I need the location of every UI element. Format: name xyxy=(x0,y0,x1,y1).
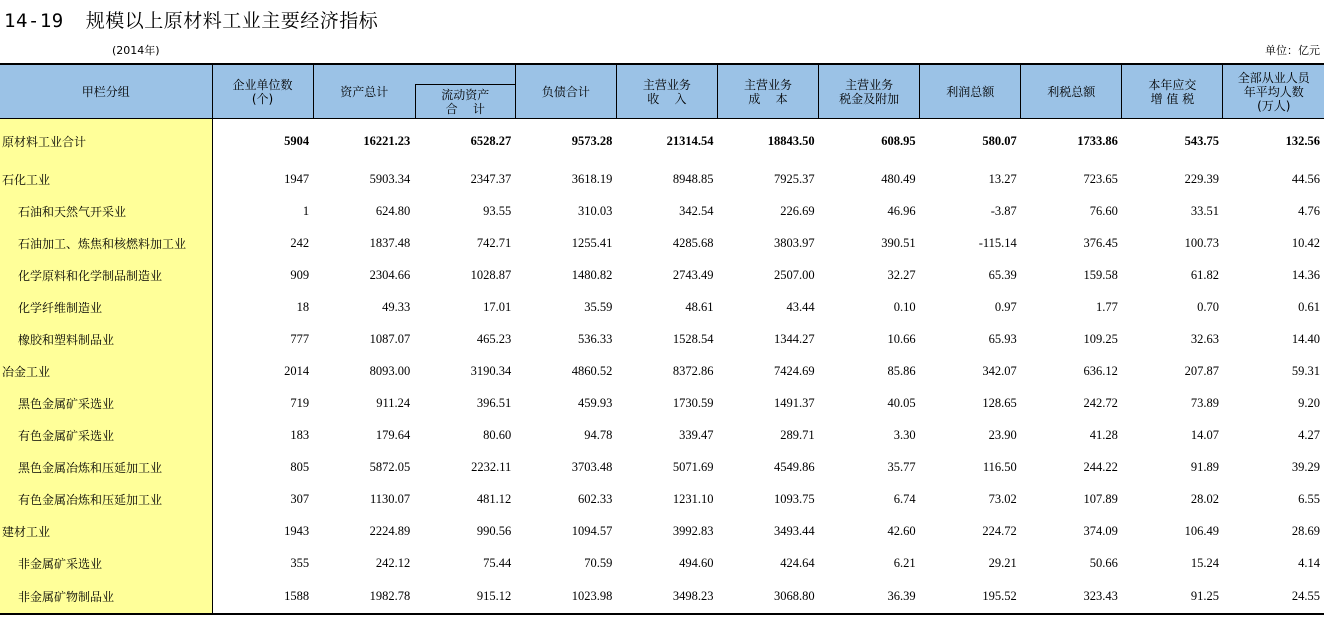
table-cell: 40.05 xyxy=(887,395,916,410)
table-cell: 4.14 xyxy=(1298,555,1321,570)
table-cell: 323.43 xyxy=(1021,579,1122,614)
table-cell: 376.45 xyxy=(1083,235,1118,250)
row-label: 化学原料和化学制品制造业 xyxy=(0,259,212,291)
table-cell: 32.63 xyxy=(1190,331,1219,346)
table-cell: 3618.19 xyxy=(571,171,613,186)
table-cell: 7925.37 xyxy=(773,171,815,186)
table-cell: 28.69 xyxy=(1291,523,1321,538)
table-cell: 73.89 xyxy=(1190,395,1219,410)
table-row xyxy=(0,323,1324,355)
table-cell: 49.33 xyxy=(382,299,411,314)
table-cell: 480.49 xyxy=(881,171,916,186)
table-cell: 1588 xyxy=(212,579,313,614)
table-cell: 390.51 xyxy=(881,235,916,250)
table-cell: 10.42 xyxy=(1291,235,1321,250)
table-cell: 342.07 xyxy=(982,363,1017,378)
table-row xyxy=(0,163,1324,195)
table-cell: 339.47 xyxy=(679,427,714,442)
table-cell: 1093.75 xyxy=(773,491,815,506)
table-cell: 195.52 xyxy=(920,579,1021,614)
table-cell: 1130.07 xyxy=(370,491,411,506)
table-cell: 242 xyxy=(290,235,310,250)
table-cell: 8948.85 xyxy=(672,171,714,186)
table-cell: 132.56 xyxy=(1285,133,1321,148)
table-cell: 35.59 xyxy=(584,299,613,314)
table-cell: 28.02 xyxy=(1190,491,1219,506)
table-cell: 65.39 xyxy=(988,267,1017,282)
table-cell: 85.86 xyxy=(887,363,916,378)
table-row xyxy=(0,387,1324,419)
table-cell: 128.65 xyxy=(982,395,1017,410)
header-assets-group xyxy=(313,64,515,119)
table-cell: 608.95 xyxy=(881,133,916,148)
table-cell: 46.96 xyxy=(887,203,916,218)
table-row xyxy=(0,355,1324,387)
table-cell: 23.90 xyxy=(988,427,1017,442)
table-cell: 207.87 xyxy=(1184,363,1219,378)
header-profit: 利润总额 xyxy=(920,64,1021,119)
table-cell: 24.55 xyxy=(1223,579,1324,614)
row-label: 石油和天然气开采业 xyxy=(0,195,212,227)
table-cell: 179.64 xyxy=(375,427,411,442)
table-cell: 396.51 xyxy=(476,395,512,410)
header-liabilities: 负债合计 xyxy=(515,64,616,119)
table-cell: 5071.69 xyxy=(672,459,714,474)
table-row xyxy=(0,227,1324,259)
row-label: 有色金属冶炼和压延加工业 xyxy=(0,483,212,515)
table-cell: 183 xyxy=(290,427,310,442)
table-body xyxy=(0,119,1324,615)
table-cell: 1528.54 xyxy=(672,331,714,346)
table-cell: 494.60 xyxy=(679,555,714,570)
row-label: 石油加工、炼焦和核燃料加工业 xyxy=(0,227,212,259)
table-cell: 355 xyxy=(290,555,310,570)
table-cell: 1028.87 xyxy=(470,267,512,282)
table-cell: 116.50 xyxy=(982,459,1017,474)
table-cell: 6.55 xyxy=(1298,491,1321,506)
table-cell: 42.60 xyxy=(887,523,916,538)
table-cell: 14.36 xyxy=(1291,267,1321,282)
table-cell: 10.66 xyxy=(887,331,916,346)
table-row xyxy=(0,579,1324,614)
table-cell: 242.12 xyxy=(375,555,411,570)
table-cell: 15.24 xyxy=(1190,555,1219,570)
table-cell: 61.82 xyxy=(1190,267,1219,282)
table-cell: 3498.23 xyxy=(616,579,717,614)
table-cell: 289.71 xyxy=(780,427,815,442)
row-label: 石化工业 xyxy=(0,163,212,195)
table-cell: 636.12 xyxy=(1083,363,1118,378)
header-employees: 全部从业人员 年平均人数 (万人) xyxy=(1223,64,1324,119)
table-cell: 106.49 xyxy=(1184,523,1219,538)
table-cell: 777 xyxy=(290,331,310,346)
table-cell: 1087.07 xyxy=(369,331,411,346)
table-number: 14-19 xyxy=(4,10,64,32)
table-cell: 91.89 xyxy=(1190,459,1219,474)
table-cell: 4285.68 xyxy=(672,235,714,250)
table-cell: 536.33 xyxy=(578,331,613,346)
row-label: 有色金属矿采选业 xyxy=(0,419,212,451)
table-cell: 424.64 xyxy=(780,555,815,570)
table-cell: 65.93 xyxy=(988,331,1017,346)
header-vat: 本年应交 增 值 税 xyxy=(1122,64,1223,119)
header-assets: 资产总计 xyxy=(340,84,389,99)
table-cell: 911.24 xyxy=(376,395,411,410)
table-cell: 13.27 xyxy=(988,171,1017,186)
table-cell: 35.77 xyxy=(887,459,916,474)
table-cell: 1231.10 xyxy=(672,491,714,506)
table-cell: -115.14 xyxy=(978,235,1017,250)
table-cell: 5904 xyxy=(284,133,310,148)
table-cell: 44.56 xyxy=(1291,171,1321,186)
table-cell: 602.33 xyxy=(578,491,613,506)
table-row xyxy=(0,483,1324,515)
table-cell: 909 xyxy=(290,267,310,282)
table-cell: 374.09 xyxy=(1083,523,1118,538)
table-cell: 4549.86 xyxy=(773,459,815,474)
table-cell: 742.71 xyxy=(476,235,512,250)
table-cell: 915.12 xyxy=(414,579,515,614)
table-cell: 1255.41 xyxy=(571,235,613,250)
table-cell: 1480.82 xyxy=(571,267,613,282)
table-cell: 70.59 xyxy=(584,555,613,570)
table-cell: 6.74 xyxy=(893,491,916,506)
table-cell: 5872.05 xyxy=(369,459,411,474)
table-cell: 94.78 xyxy=(584,427,613,442)
header-group: 甲栏分组 xyxy=(0,64,212,119)
table-cell: 3992.83 xyxy=(672,523,714,538)
table-cell: 3803.97 xyxy=(773,235,815,250)
table-cell: 33.51 xyxy=(1190,203,1219,218)
table-cell: 100.73 xyxy=(1184,235,1219,250)
table-cell: 73.02 xyxy=(988,491,1017,506)
table-cell: 91.25 xyxy=(1122,579,1223,614)
header-row xyxy=(0,64,1324,119)
table-cell: 1 xyxy=(302,203,310,218)
row-label: 冶金工业 xyxy=(0,355,212,387)
row-label: 非金属矿物制品业 xyxy=(0,579,212,614)
row-label: 建材工业 xyxy=(0,515,212,547)
table-cell: 543.75 xyxy=(1184,133,1219,148)
table-cell: 21314.54 xyxy=(666,133,714,148)
table-cell: 0.61 xyxy=(1298,299,1321,314)
table-cell: 2743.49 xyxy=(672,267,714,282)
table-cell: 1982.78 xyxy=(313,579,414,614)
table-cell: 481.12 xyxy=(476,491,512,506)
table-row xyxy=(0,119,1324,164)
table-cell: 7424.69 xyxy=(773,363,815,378)
table-cell: 16221.23 xyxy=(363,133,411,148)
table-cell: 5903.34 xyxy=(369,171,411,186)
table-cell: 3703.48 xyxy=(571,459,613,474)
table-cell: 2507.00 xyxy=(773,267,815,282)
table-cell: 3190.34 xyxy=(470,363,512,378)
table-cell: 990.56 xyxy=(476,523,512,538)
table-cell: 4.76 xyxy=(1298,203,1321,218)
table-cell: 1943 xyxy=(284,523,310,538)
table-cell: 18 xyxy=(296,299,310,314)
table-cell: 1094.57 xyxy=(571,523,613,538)
table-cell: 107.89 xyxy=(1083,491,1118,506)
table-cell: 3.30 xyxy=(893,427,916,442)
table-cell: 4.27 xyxy=(1298,427,1321,442)
table-cell: 229.39 xyxy=(1184,171,1219,186)
table-cell: 0.70 xyxy=(1197,299,1219,314)
table-cell: 3068.80 xyxy=(717,579,818,614)
table-row xyxy=(0,451,1324,483)
table-cell: 109.25 xyxy=(1083,331,1118,346)
table-cell: 1730.59 xyxy=(672,395,714,410)
table-cell: 8372.86 xyxy=(672,363,714,378)
table-cell: 719 xyxy=(290,395,310,410)
table-cell: 8093.00 xyxy=(369,363,411,378)
table-cell: 14.07 xyxy=(1190,427,1219,442)
table-row xyxy=(0,291,1324,323)
table-cell: 1.77 xyxy=(1095,299,1118,314)
table-cell: 18843.50 xyxy=(767,133,815,148)
table-cell: 6.21 xyxy=(893,555,916,570)
table-cell: 2347.37 xyxy=(470,171,512,186)
table-cell: 624.80 xyxy=(375,203,411,218)
table-cell: 224.72 xyxy=(982,523,1017,538)
table-cell: 2014 xyxy=(284,363,310,378)
table-cell: 580.07 xyxy=(982,133,1017,148)
table-cell: 2304.66 xyxy=(369,267,411,282)
table-cell: 0.97 xyxy=(994,299,1017,314)
table-row xyxy=(0,547,1324,579)
table-cell: 310.03 xyxy=(578,203,613,218)
table-cell: 2224.89 xyxy=(369,523,411,538)
unit-note: 单位：亿元 xyxy=(1265,44,1320,57)
table-row xyxy=(0,515,1324,547)
row-label: 黑色金属矿采选业 xyxy=(0,387,212,419)
table-cell: 805 xyxy=(290,459,310,474)
table-cell: 1837.48 xyxy=(369,235,411,250)
header-units: 企业单位数 (个) xyxy=(212,64,313,119)
table-cell: 244.22 xyxy=(1083,459,1118,474)
page-title xyxy=(4,6,378,33)
table-cell: 14.40 xyxy=(1291,331,1321,346)
header-cost: 主营业务 成 本 xyxy=(717,64,818,119)
table-cell: 242.72 xyxy=(1083,395,1118,410)
table-row xyxy=(0,259,1324,291)
row-label: 橡胶和塑料制品业 xyxy=(0,323,212,355)
row-label: 黑色金属冶炼和压延加工业 xyxy=(0,451,212,483)
table-cell: 342.54 xyxy=(679,203,714,218)
table-cell: 307 xyxy=(290,491,310,506)
table-cell: 48.61 xyxy=(685,299,714,314)
table-cell: 0.10 xyxy=(893,299,916,314)
header-current-assets: 流动资产 合 计 xyxy=(415,84,515,118)
row-label: 原材料工业合计 xyxy=(0,119,212,164)
table-cell: 1947 xyxy=(284,171,310,186)
table-cell: 465.23 xyxy=(476,331,512,346)
table-cell: 1491.37 xyxy=(773,395,815,410)
table-title: 规模以上原材料工业主要经济指标 xyxy=(85,10,379,32)
table-cell: 43.44 xyxy=(786,299,815,314)
table-cell: 50.66 xyxy=(1089,555,1118,570)
table-cell: 6528.27 xyxy=(470,133,512,148)
table-cell: 80.60 xyxy=(483,427,512,442)
table-cell: 9.20 xyxy=(1298,395,1321,410)
table-cell: 29.21 xyxy=(988,555,1017,570)
table-cell: 39.29 xyxy=(1291,459,1321,474)
table-cell: 3493.44 xyxy=(773,523,815,538)
table-cell: 59.31 xyxy=(1291,363,1321,378)
header-tax-surcharge: 主营业务 税金及附加 xyxy=(819,64,920,119)
table-cell: 9573.28 xyxy=(571,133,613,148)
table-row xyxy=(0,419,1324,451)
table-cell: 75.44 xyxy=(483,555,512,570)
table-cell: 32.27 xyxy=(887,267,916,282)
row-label: 非金属矿采选业 xyxy=(0,547,212,579)
year-note: (2014年) xyxy=(112,44,160,57)
table-cell: 93.55 xyxy=(483,203,512,218)
row-label: 化学纤维制造业 xyxy=(0,291,212,323)
table-cell: 76.60 xyxy=(1089,203,1118,218)
table-cell: 36.39 xyxy=(819,579,920,614)
table-cell: 1344.27 xyxy=(773,331,815,346)
table-cell: 226.69 xyxy=(780,203,815,218)
table-cell: 4860.52 xyxy=(571,363,613,378)
table-cell: 41.28 xyxy=(1089,427,1118,442)
data-table xyxy=(0,63,1324,615)
header-profit-tax: 利税总额 xyxy=(1021,64,1122,119)
table-cell: 159.58 xyxy=(1083,267,1118,282)
table-cell: 723.65 xyxy=(1083,171,1118,186)
table-cell: 459.93 xyxy=(578,395,613,410)
table-row xyxy=(0,195,1324,227)
table-cell: 17.01 xyxy=(483,299,512,314)
header-revenue: 主营业务 收 入 xyxy=(616,64,717,119)
table-cell: -3.87 xyxy=(990,203,1017,218)
table-cell: 1023.98 xyxy=(515,579,616,614)
table-cell: 1733.86 xyxy=(1077,133,1118,148)
table-cell: 2232.11 xyxy=(471,459,512,474)
